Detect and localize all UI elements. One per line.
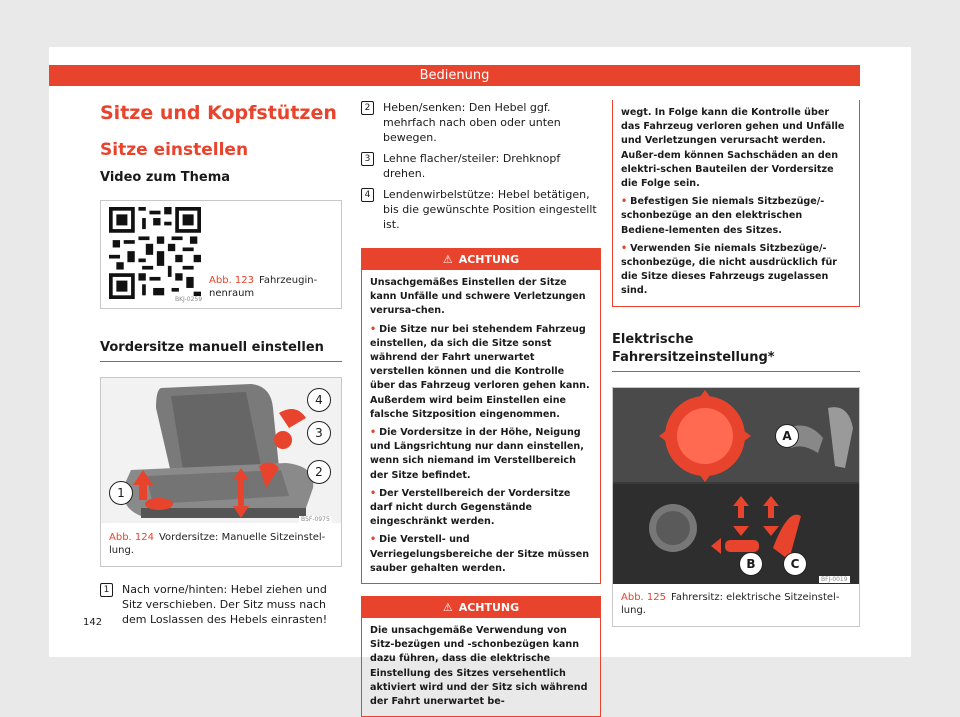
qr-code-image [109, 207, 201, 299]
figure-124 [100, 377, 342, 567]
warning-body [362, 270, 600, 583]
bullet-text: Die Verstell- und Verriegelungsbereiche der Sitze müssen sauber gehalten werden. [370, 534, 590, 574]
warning-bullet [621, 242, 851, 299]
section-title: Sitze einstellen [100, 140, 249, 160]
electric-seat-controls-illustration [613, 388, 859, 584]
bullet-icon: • [621, 242, 628, 254]
warning-bullet [370, 487, 592, 530]
warning-bullet [370, 533, 592, 576]
step-text: Lendenwirbelstütze: Hebel betätigen, bis die gewünschte Position eingestellt ist. [383, 188, 597, 231]
figure-caption-text: Fahrzeugin- nenraum [209, 275, 318, 299]
step-2 [361, 100, 601, 145]
figure-number: Abb. 124 [109, 532, 154, 543]
step-number: 1 [100, 583, 113, 597]
step-3 [361, 151, 601, 181]
step-number: 3 [361, 152, 374, 166]
bullet-icon: • [621, 196, 628, 208]
bullet-text: Der Verstellbereich der Vordersitze darf nicht durch Gegenstände eingeschränkt werden. [370, 487, 571, 528]
step-number: 4 [361, 188, 374, 202]
warning-header [362, 249, 600, 270]
left-column [100, 100, 342, 633]
seat-illustration [101, 378, 341, 523]
figure-number: Abb. 125 [621, 591, 666, 603]
page-number: 142 [83, 617, 103, 628]
callout-label-3: 3 [307, 421, 331, 445]
figure-123 [100, 200, 342, 309]
warning-header [362, 597, 600, 618]
figure-caption [109, 531, 335, 557]
callout-label-1: 1 [109, 481, 133, 505]
warning-bullet [621, 195, 851, 238]
warning-triangle-icon: ⚠ [442, 253, 453, 266]
step-1 [100, 582, 342, 627]
bullet-text: Verwenden Sie niemals Sitzbezüge/-schonbezüge, die nicht ausdrücklich für die Sitze dieses Fahrzeugs zugelassen sind. [621, 242, 838, 297]
warning-body [362, 618, 600, 716]
figure-caption-text: Fahrersitz: elektrische Sitzeinstel- lung. [621, 591, 840, 616]
bullet-text: Die Vordersitze in der Höhe, Neigung und Längsrichtung nur dann einstellen, wenn sich niemand im Verstellbereich der Sitze befindet. [370, 427, 584, 481]
step-text: Lehne flacher/steiler: Drehknopf drehen. [383, 152, 561, 180]
step-text: Nach vorne/hinten: Hebel ziehen und Sitz verschieben. Der Sitz muss nach dem Loslassen des Hebels einrasten! [122, 583, 328, 626]
callout-label-A: A [775, 424, 799, 448]
bullet-icon: • [370, 427, 377, 439]
figure-code: BFJ-0019 [821, 575, 848, 583]
bullet-text: Die Sitze nur bei stehendem Fahrzeug einstellen, da sich die Sitze sonst während der Fahrt unerwartet verstellen können und die Kontrolle über das Fahrzeug verloren gehen kann. Außerdem wird beim Einstellen eine falsche Sitzposition eingenommen. [370, 323, 590, 420]
warning-body [613, 100, 859, 306]
figure-caption [621, 591, 851, 617]
warning-title: ACHTUNG [458, 601, 520, 615]
video-heading: Video zum Thema [100, 170, 231, 185]
step-number: 2 [361, 101, 374, 115]
chapter-title: Sitze und Kopfstützen [100, 102, 337, 124]
step-4 [361, 187, 601, 232]
section-heading-electric: Elektrische Fahrersitzeinstellung* [612, 331, 860, 372]
warning-continued-text: wegt. In Folge kann die Kontrolle über das Fahrzeug verloren gehen und Unfälle und Verletzungen verursacht werden. Außer-dem können Sachschäden an den elektri-schen Bauteilen der Vordersitze die Folge sein. [621, 107, 845, 190]
page-header: Bedienung [49, 65, 860, 86]
callout-label-C: C [783, 552, 807, 576]
step-text: Heben/senken: Den Hebel ggf. mehrfach nach oben oder unten bewegen. [383, 101, 561, 144]
callout-label-B: B [739, 552, 763, 576]
right-column [612, 100, 860, 627]
figure-caption [209, 274, 334, 300]
figure-caption-text: Vordersitze: Manuelle Sitzeinstel- lung. [109, 532, 326, 556]
warning-intro: Die unsachgemäße Verwendung von Sitz-bezügen und -schonbezügen kann dazu führen, dass die elektrische Einstellung des Sitzes versehentlich aktiviert wird und der Sitz sich während der Fahrt unerwartet be- [370, 625, 588, 708]
warning-triangle-icon: ⚠ [442, 601, 453, 615]
figure-125 [612, 387, 860, 627]
figure-number: Abb. 123 [209, 275, 254, 286]
callout-label-4: 4 [307, 388, 331, 412]
warning-bullet [370, 323, 592, 422]
bullet-text: Befestigen Sie niemals Sitzbezüge/-schonbezüge an den elektrischen Bediene-lementen des Sitzes. [621, 196, 825, 236]
figure-code: B5F-0975 [301, 516, 330, 523]
warning-bullet [370, 426, 592, 483]
warning-box-1 [361, 248, 601, 584]
callout-label-2: 2 [307, 460, 331, 484]
warning-title: ACHTUNG [458, 253, 520, 266]
warning-box-2-continued [612, 100, 860, 307]
figure-code: BKJ-0259 [175, 296, 203, 303]
warning-intro: Unsachgemäßes Einstellen der Sitze kann Unfälle und schwere Verletzungen verursa-chen. [370, 277, 586, 317]
bullet-icon: • [370, 323, 377, 335]
bullet-icon: • [370, 487, 377, 499]
section-heading-manual: Vordersitze manuell einstellen [100, 339, 342, 362]
warning-box-2 [361, 596, 601, 717]
bullet-icon: • [370, 534, 377, 546]
middle-column [361, 100, 601, 717]
